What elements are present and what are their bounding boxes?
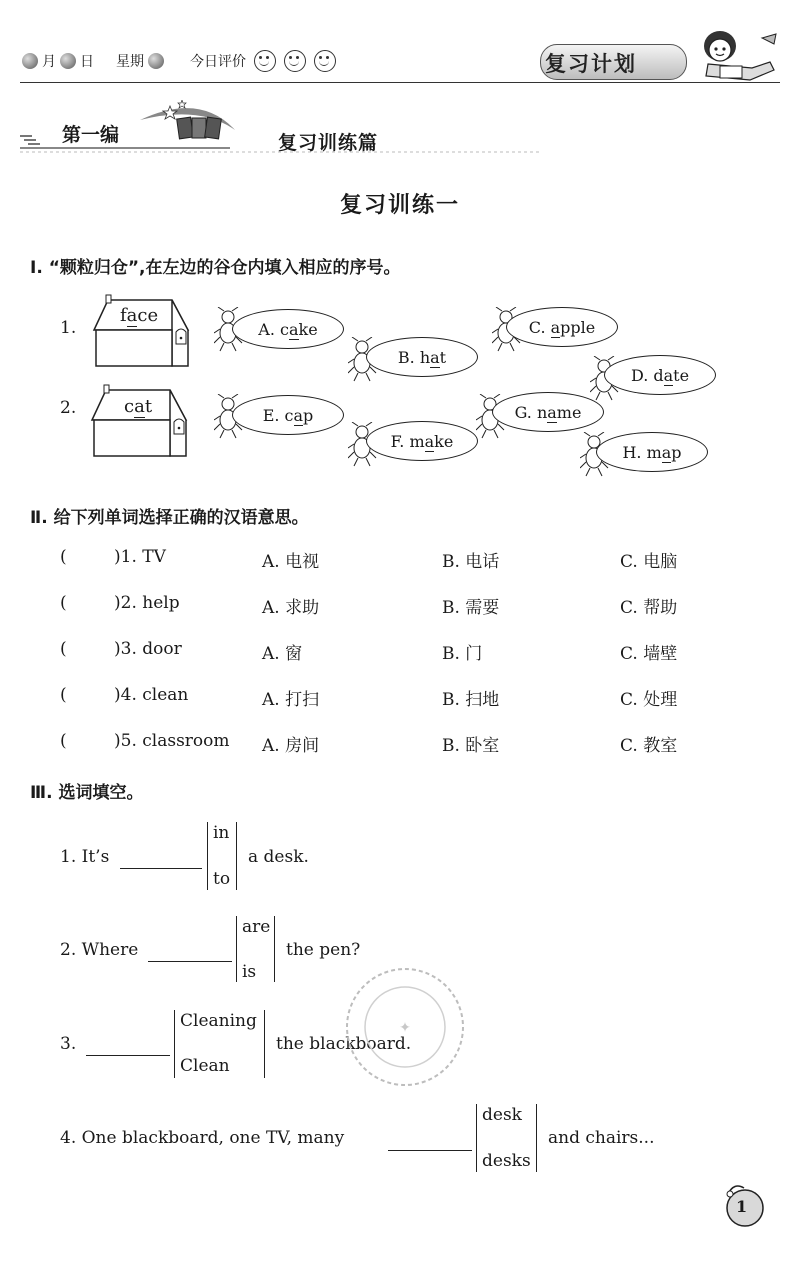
question-word: )3. door (114, 639, 182, 659)
question-row (60, 547, 740, 577)
question-row (60, 593, 740, 623)
day-label: 日 (80, 54, 94, 70)
day-dot (60, 53, 76, 69)
watermark-stamp (340, 962, 470, 1092)
answer-paren[interactable]: ( (60, 547, 67, 567)
rating-label: 今日评价 (190, 54, 246, 70)
house-number: 2. (60, 398, 77, 418)
barn-2-word: cat (124, 396, 153, 417)
question-word: )1. TV (114, 547, 166, 567)
item-3-option-1[interactable]: Cleaning (180, 1011, 257, 1031)
item-1-option-2[interactable]: to (213, 869, 231, 889)
grain-a: A. cake (232, 309, 344, 349)
question-word: )4. clean (114, 685, 189, 705)
part3-heading: Ⅲ. 选词填空。 (30, 783, 144, 803)
plan-title: 复习计划 (545, 52, 637, 76)
weekday-dot (148, 53, 164, 69)
bracket-right (274, 916, 275, 982)
question-row (60, 685, 740, 715)
option-b: B. 需要 (442, 598, 500, 618)
reading-girl-icon (690, 28, 780, 88)
item-4-prefix: 4. One blackboard, one TV, many (60, 1128, 345, 1148)
barn-1-word: face (120, 305, 159, 326)
item-3-suffix: the blackboard. (276, 1034, 412, 1054)
item-2-suffix: the pen? (286, 940, 361, 960)
option-a: A. 房间 (262, 736, 320, 756)
question-word: )2. help (114, 593, 180, 613)
option-a: A. 电视 (262, 552, 320, 572)
item-4-suffix: and chairs... (548, 1128, 655, 1148)
grain-h: H. map (596, 432, 708, 472)
grain-g: G. name (492, 392, 604, 432)
item-3-blank[interactable] (86, 1055, 170, 1056)
option-b: B. 卧室 (442, 736, 500, 756)
item-3-prefix: 3. (60, 1034, 77, 1054)
item-2-option-2[interactable]: is (242, 962, 257, 982)
date-bar (22, 50, 336, 72)
option-a: A. 打扫 (262, 690, 320, 710)
bracket-left (476, 1104, 477, 1172)
option-b: B. 门 (442, 644, 483, 664)
answer-paren[interactable]: ( (60, 685, 67, 705)
svg-text:✦: ✦ (399, 1020, 411, 1036)
part1-heading: Ⅰ. “颗粒归仓”,在左边的谷仓内填入相应的序号。 (30, 258, 401, 278)
option-c: C. 墙壁 (620, 644, 678, 664)
option-b: B. 扫地 (442, 690, 500, 710)
item-1-blank[interactable] (120, 868, 202, 869)
option-c: C. 帮助 (620, 598, 678, 618)
grain-c: C. apple (506, 307, 618, 347)
page-title: 复习训练一 (339, 193, 460, 218)
house-number: 1. (60, 318, 77, 338)
item-4-blank[interactable] (388, 1150, 472, 1151)
bracket-right (236, 822, 237, 890)
section-subtitle: 复习训练篇 (278, 132, 379, 154)
bracket-left (236, 916, 237, 982)
answer-paren[interactable]: ( (60, 731, 67, 751)
item-4-option-1[interactable]: desk (482, 1105, 522, 1125)
option-a: A. 求助 (262, 598, 320, 618)
option-c: C. 处理 (620, 690, 678, 710)
question-word: )5. classroom (114, 731, 230, 751)
section-label: 第一编 (62, 124, 120, 146)
option-a: A. 窗 (262, 644, 303, 664)
item-1-suffix: a desk. (248, 847, 309, 867)
question-row (60, 731, 740, 761)
item-2-prefix: 2. Where (60, 940, 139, 960)
smiley-icon (284, 50, 306, 72)
bracket-left (174, 1010, 175, 1078)
bracket-left (207, 822, 208, 890)
grain-e: E. cap (232, 395, 344, 435)
smiley-icon (254, 50, 276, 72)
item-1-option-1[interactable]: in (213, 823, 230, 843)
item-3-option-2[interactable]: Clean (180, 1056, 230, 1076)
page-number: 1 (736, 1197, 748, 1216)
answer-paren[interactable]: ( (60, 639, 67, 659)
option-c: C. 电脑 (620, 552, 678, 572)
answer-paren[interactable]: ( (60, 593, 67, 613)
bracket-right (536, 1104, 537, 1172)
bracket-right (264, 1010, 265, 1078)
item-2-blank[interactable] (148, 961, 232, 962)
month-dot (22, 53, 38, 69)
item-1-prefix: 1. It’s (60, 847, 110, 867)
part2-heading: Ⅱ. 给下列单词选择正确的汉语意思。 (30, 508, 309, 528)
grain-f: F. make (366, 421, 478, 461)
question-row (60, 639, 740, 669)
item-2-option-1[interactable]: are (242, 917, 271, 937)
grain-b: B. hat (366, 337, 478, 377)
header-rule (20, 82, 780, 83)
grain-d: D. date (604, 355, 716, 395)
weekday-label: 星期 (116, 54, 144, 70)
item-4-option-2[interactable]: desks (482, 1151, 531, 1171)
option-b: B. 电话 (442, 552, 500, 572)
month-label: 月 (42, 54, 56, 70)
option-c: C. 教室 (620, 736, 678, 756)
smiley-icon (314, 50, 336, 72)
